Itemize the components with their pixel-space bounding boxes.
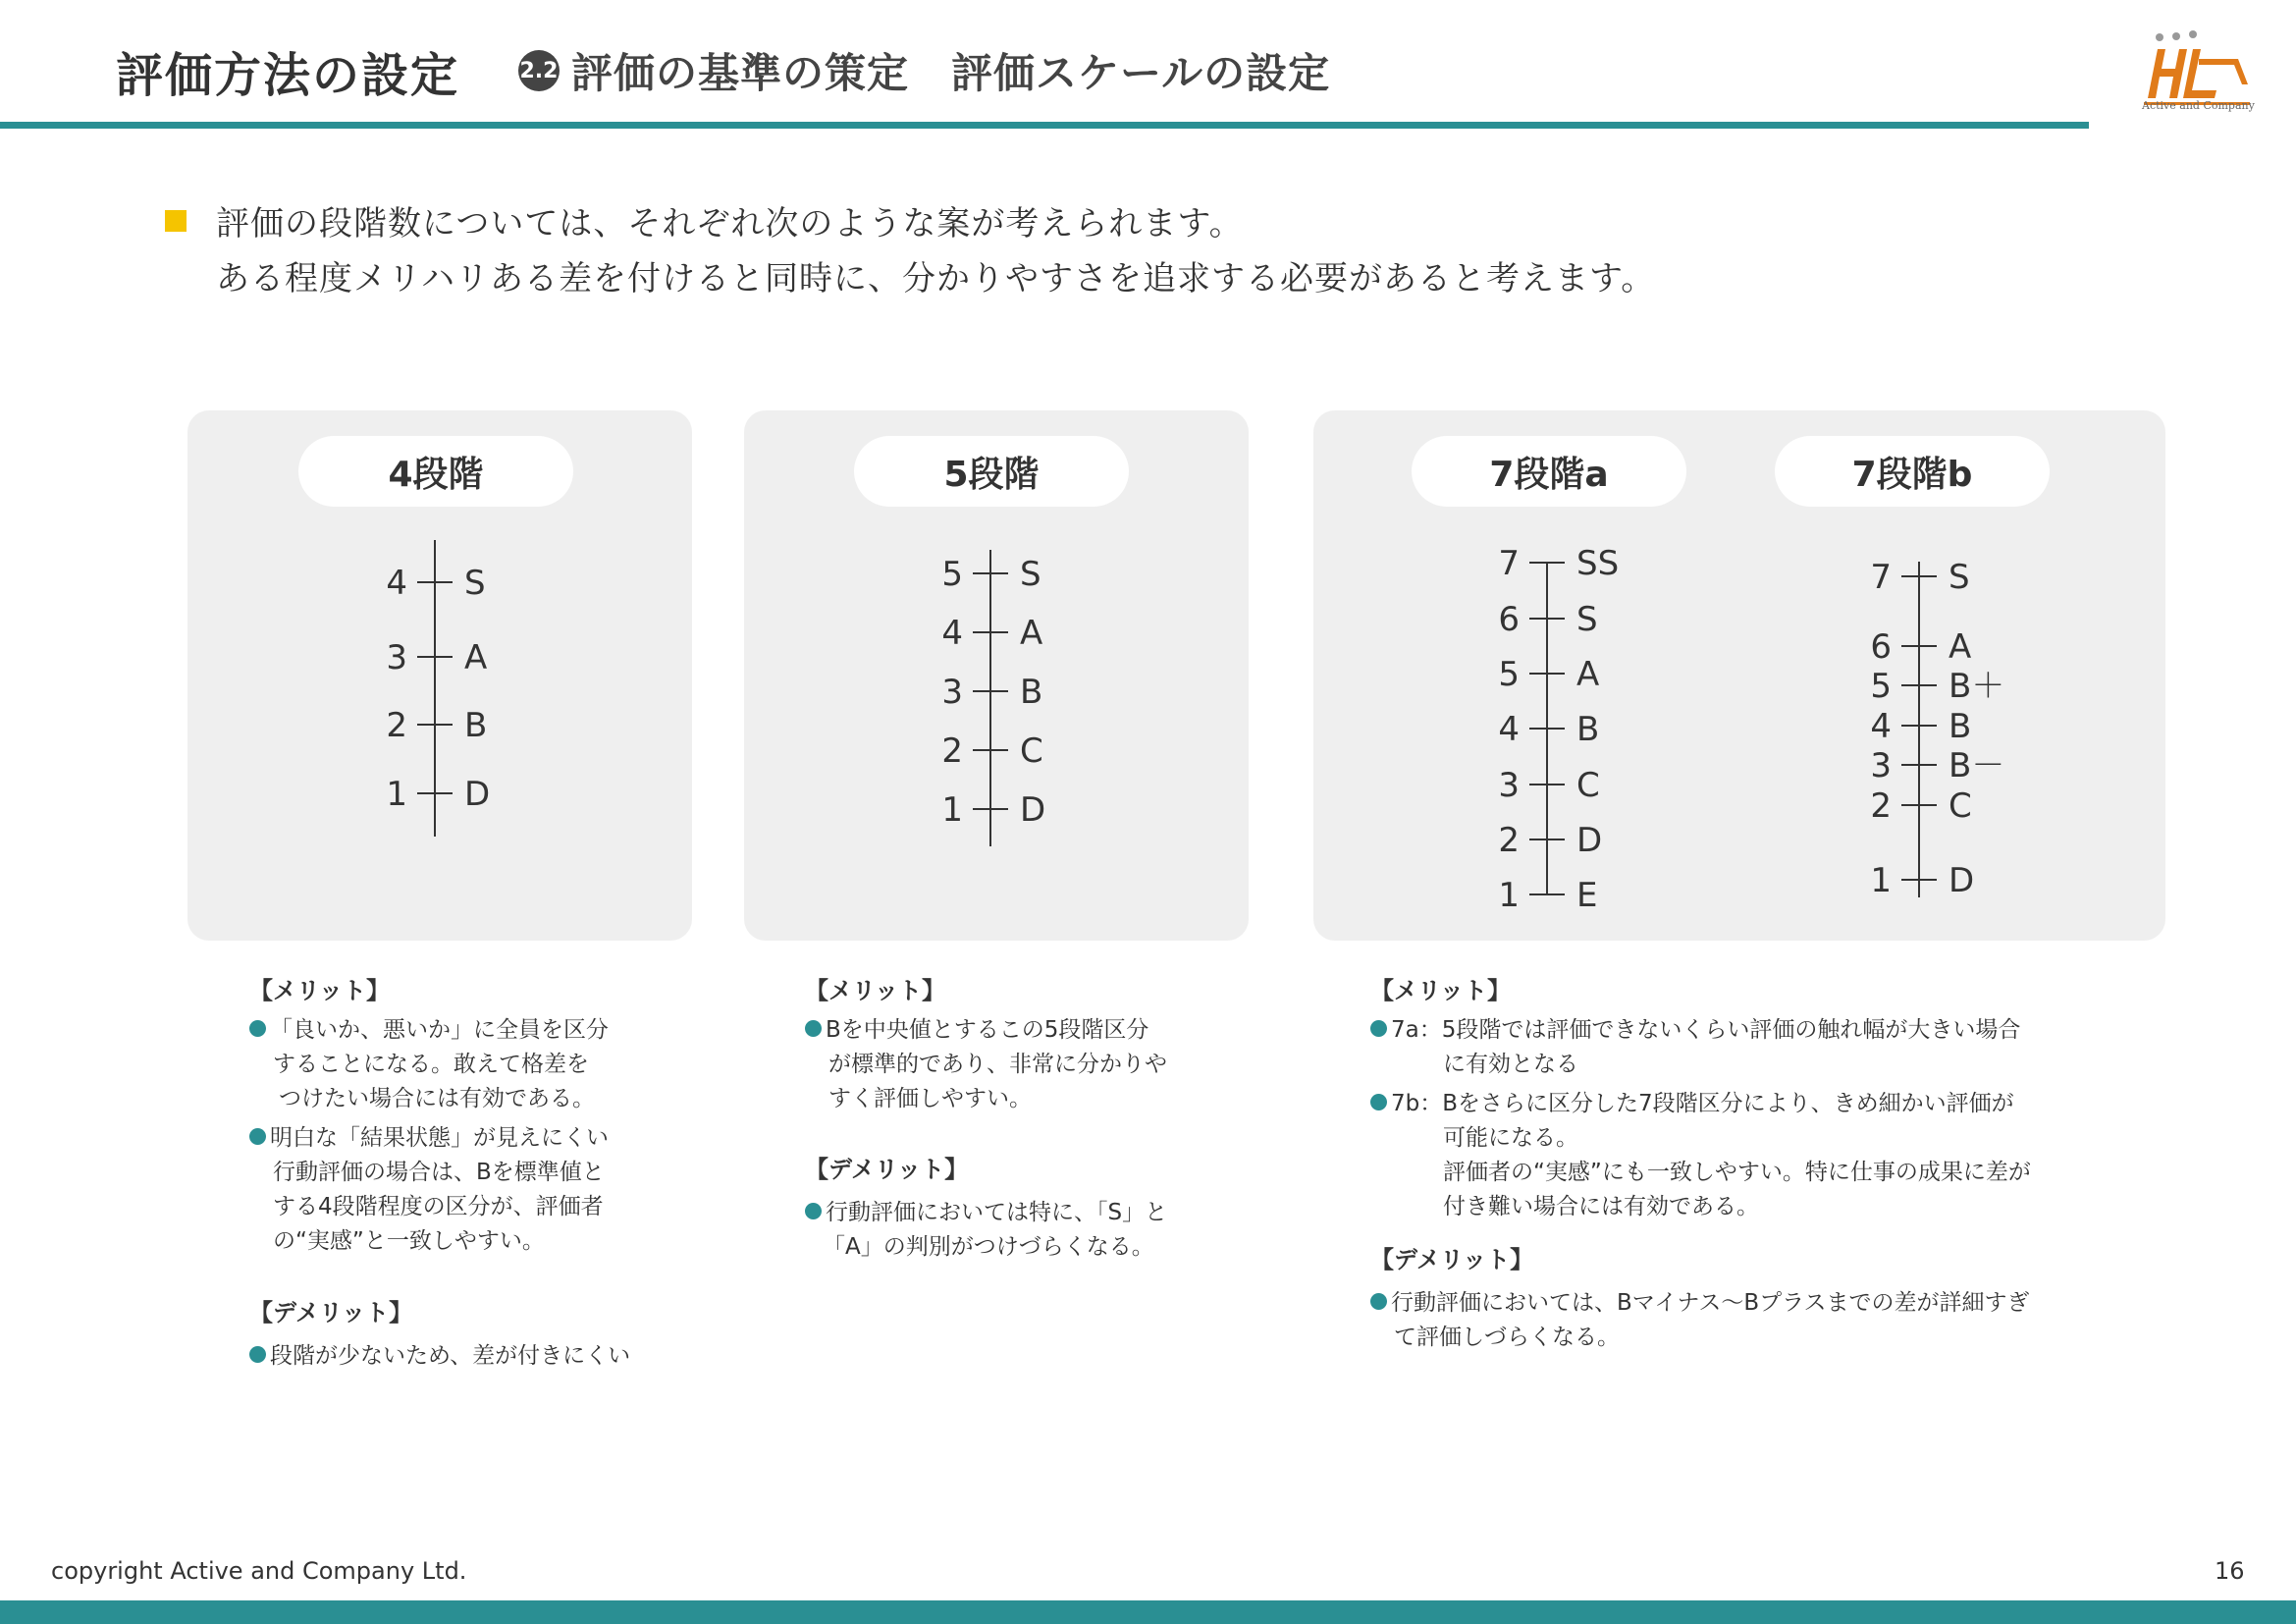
logo-text: Active and Company: [2142, 99, 2255, 112]
intro-line-1: 評価の段階数については、それぞれ次のような案が考えられます。: [216, 204, 1244, 244]
scale-number: 6: [1498, 600, 1520, 639]
section-title: 評価の基準の策定 評価スケールの設定: [571, 49, 1331, 97]
merit-item-line: つけたい場合には有効である。: [279, 1086, 595, 1111]
scale-grade: A: [464, 638, 488, 677]
bullet-icon: [1370, 1293, 1387, 1310]
scale-number: 7: [1498, 544, 1520, 583]
merit-item: 7b：Bをさらに区分した7段階区分により、きめ細かい評価が: [1370, 1087, 2014, 1121]
merit-item-line: 付き難い場合には有効である。: [1443, 1194, 1759, 1219]
scale-grade: D: [1020, 790, 1046, 830]
bullet-icon: [1370, 1094, 1387, 1110]
scale-number: 4: [1498, 710, 1520, 749]
scale-grade: A: [1576, 655, 1600, 694]
scale-number: 5: [1870, 667, 1892, 706]
label-5-levels: 5段階: [854, 436, 1129, 507]
copyright: copyright Active and Company Ltd.: [51, 1557, 467, 1585]
scale-grade: B＋: [1949, 667, 2005, 706]
merit-item-line: 可能になる。: [1443, 1125, 1578, 1151]
scale-grade: D: [464, 775, 491, 814]
scale-grade: S: [1576, 600, 1598, 639]
merit-item-line: に有効となる: [1443, 1052, 1578, 1077]
merit-heading: 【メリット】: [249, 977, 391, 1004]
scale-grade: E: [1576, 876, 1598, 915]
scale-grade: SS: [1576, 544, 1620, 583]
merit-item-line: が標準的であり、非常に分かりや: [828, 1052, 1167, 1077]
scale-grade: C: [1020, 731, 1043, 771]
notes-4-levels: [249, 974, 681, 1396]
scale-number: 1: [1498, 876, 1520, 915]
notes-7-levels: [1370, 974, 2116, 1367]
bullet-icon: [249, 1128, 266, 1145]
demerit-item: 行動評価においては特に、「S」と: [805, 1196, 1167, 1230]
merit-item-line: すく評価しやすい。: [828, 1086, 1032, 1111]
demerit-item-line: て評価しづらくなる。: [1394, 1325, 1620, 1350]
scale-number: 2: [386, 706, 407, 745]
scale-number: 3: [386, 638, 407, 677]
scale-grade: D: [1949, 861, 1975, 900]
scale-grade: S: [464, 564, 486, 603]
page-title: 評価方法の設定: [116, 48, 460, 103]
scale-number: 1: [1870, 861, 1892, 900]
demerit-item: 段階が少ないため、差が付きにくい: [249, 1339, 630, 1374]
scale-grade: A: [1020, 614, 1043, 653]
scale-grade: C: [1949, 786, 1972, 826]
scale-number: 6: [1870, 627, 1892, 667]
scale-grade: B: [1576, 710, 1600, 749]
demerit-heading: 【デメリット】: [1370, 1246, 1534, 1273]
demerit-item: 行動評価においては、Bマイナス～Bプラスまでの差が詳細すぎ: [1370, 1286, 2030, 1321]
page-number: 16: [2215, 1557, 2245, 1585]
merit-item-line: の“実感”と一致しやすい。: [273, 1228, 545, 1254]
scale-grade: B: [1020, 673, 1043, 712]
merit-item: Bを中央値とするこの5段階区分: [805, 1013, 1148, 1048]
scale-grade: S: [1020, 555, 1041, 594]
demerit-item-line: 「A」の判別がつけづらくなる。: [823, 1234, 1154, 1260]
scale-number: 2: [1498, 821, 1520, 860]
merit-item: 明白な「結果状態」が見えにくい: [249, 1121, 609, 1156]
intro-line-2: ある程度メリハリある差を付けると同時に、分かりやすさを追求する必要があると考えます。: [216, 259, 1656, 298]
label-7b-levels: 7段階b: [1775, 436, 2050, 507]
scale-grade: B－: [1949, 746, 2005, 785]
scale-number: 5: [941, 555, 963, 594]
merit-heading: 【メリット】: [1370, 977, 1512, 1004]
label-7a-levels: 7段階a: [1412, 436, 1686, 507]
merit-item-line: する4段階程度の区分が、評価者: [273, 1194, 604, 1219]
scale-number: 1: [386, 775, 407, 814]
bullet-icon: [1370, 1020, 1387, 1037]
scale-grade: B: [1949, 707, 1972, 746]
bullet-icon: [805, 1203, 822, 1219]
footer-bar: [0, 1600, 2296, 1624]
merit-item: 「良いか、悪いか」に全員を区分: [249, 1013, 609, 1048]
merit-item-line: 行動評価の場合は、Bを標準値と: [273, 1160, 605, 1185]
scale-grade: A: [1949, 627, 1972, 667]
scale-number: 4: [941, 614, 963, 653]
notes-5-levels: [805, 974, 1217, 1288]
demerit-heading: 【デメリット】: [249, 1299, 413, 1326]
bullet-icon: [249, 1020, 266, 1037]
scale-number: 7: [1870, 558, 1892, 597]
scale-number: 4: [1870, 707, 1892, 746]
bullet-icon: [249, 1346, 266, 1363]
scale-number: 2: [941, 731, 963, 771]
section-number-badge: 2.2: [518, 50, 560, 91]
scale-number: 3: [941, 673, 963, 712]
scale-number: 3: [1870, 746, 1892, 785]
merit-heading: 【メリット】: [805, 977, 946, 1004]
scale-grade: C: [1576, 766, 1600, 805]
scale-grade: D: [1576, 821, 1603, 860]
label-4-levels: 4段階: [298, 436, 573, 507]
scale-number: 5: [1498, 655, 1520, 694]
merit-item-line: することになる。敢えて格差を: [273, 1052, 589, 1077]
scale-number: 3: [1498, 766, 1520, 805]
scale-grade: B: [464, 706, 488, 745]
scale-number: 2: [1870, 786, 1892, 826]
scale-number: 1: [941, 790, 963, 830]
bullet-icon: [805, 1020, 822, 1037]
merit-item-line: 評価者の“実感”にも一致しやすい。特に仕事の成果に差が: [1443, 1160, 2031, 1185]
merit-item: 7a：5段階では評価できないくらい評価の触れ幅が大きい場合: [1370, 1013, 2020, 1048]
scale-grade: S: [1949, 558, 1970, 597]
demerit-heading: 【デメリット】: [805, 1156, 969, 1183]
scale-number: 4: [386, 564, 407, 603]
